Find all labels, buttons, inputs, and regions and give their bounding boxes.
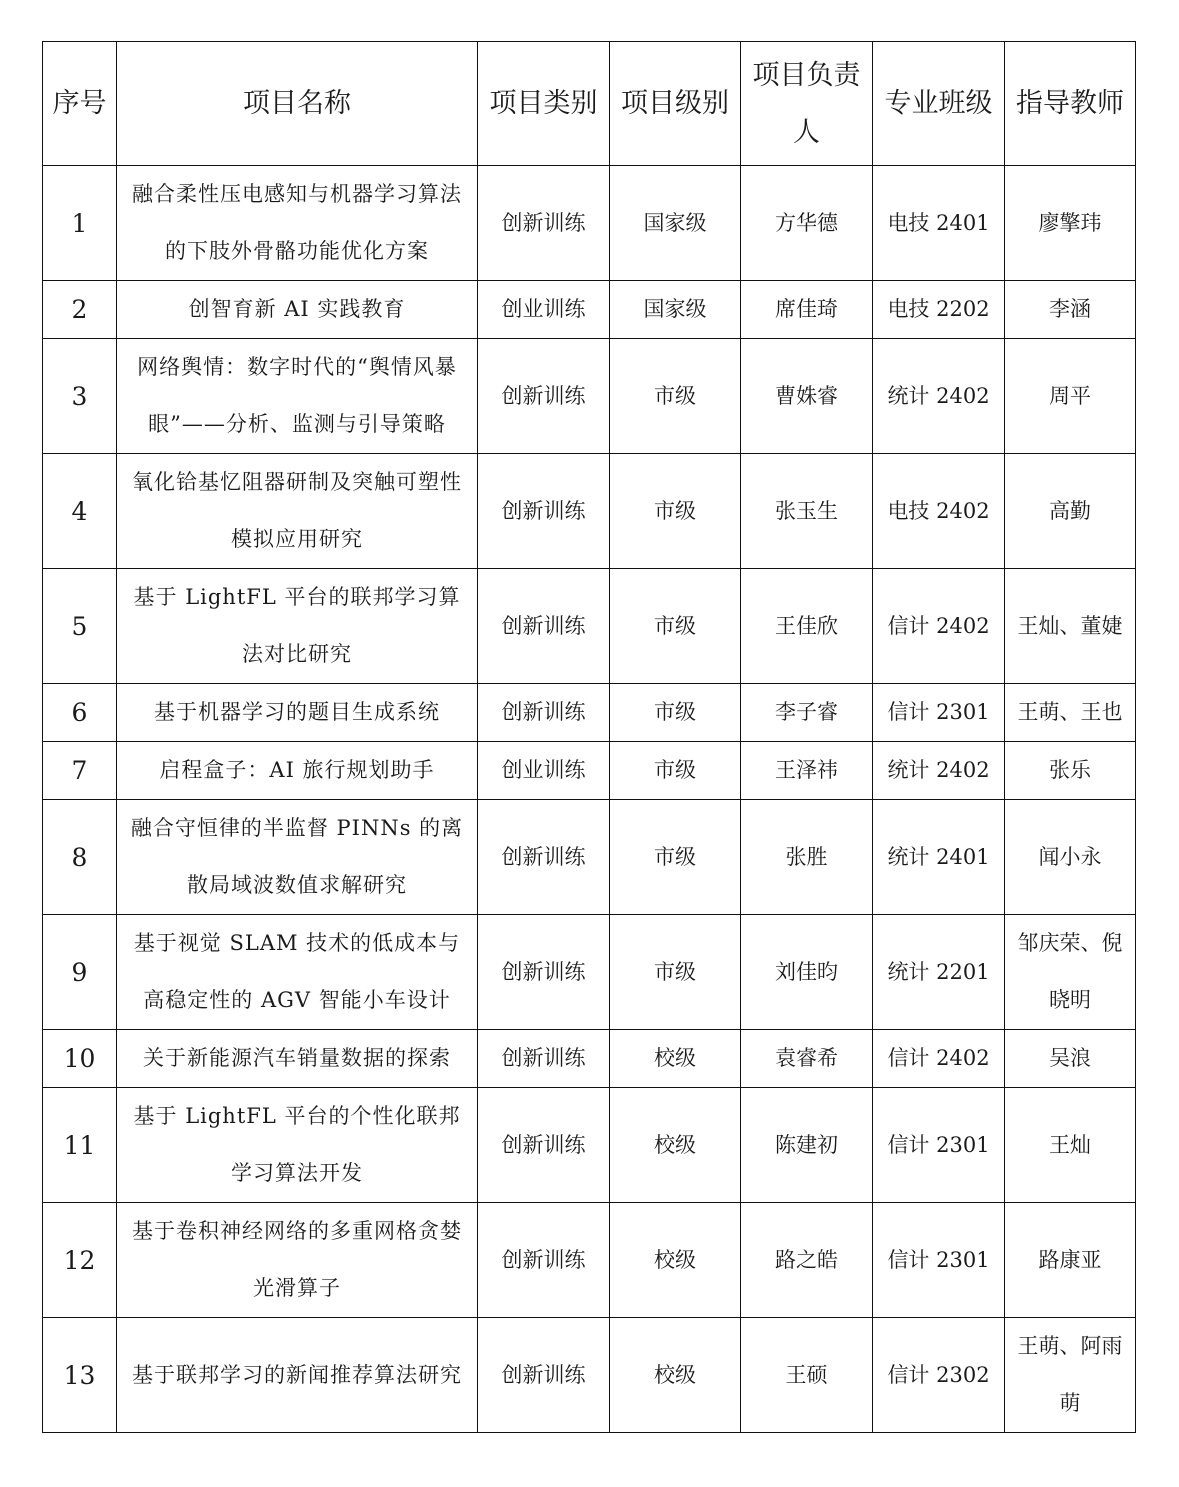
- cell-advisor: 李涵: [1005, 281, 1136, 339]
- cell-category: 创新训练: [478, 1088, 610, 1203]
- table-row: [43, 1088, 1136, 1203]
- header-level-label: 项目级别: [621, 88, 729, 119]
- table-row: [43, 1203, 1136, 1318]
- cell-leader: 王硕: [741, 1318, 873, 1433]
- cell-leader: 路之皓: [741, 1203, 873, 1318]
- cell-seq: 8: [43, 800, 117, 915]
- cell-category: 创新训练: [478, 454, 610, 569]
- cell-level: 校级: [610, 1088, 741, 1203]
- project-table: [42, 41, 1136, 1433]
- cell-name: 基于 LightFL 平台的联邦学习算法对比研究: [117, 569, 478, 684]
- cell-category: 创新训练: [478, 339, 610, 454]
- cell-leader: 张玉生: [741, 454, 873, 569]
- header-row: [43, 42, 1136, 166]
- header-seq: [43, 42, 117, 166]
- header-name-label: 项目名称: [243, 88, 351, 119]
- cell-seq: 6: [43, 684, 117, 742]
- cell-advisor: 闻小永: [1005, 800, 1136, 915]
- header-level: [610, 42, 741, 166]
- table-row: [43, 684, 1136, 742]
- table-row: [43, 1318, 1136, 1433]
- cell-level: 市级: [610, 339, 741, 454]
- cell-leader: 王泽祎: [741, 742, 873, 800]
- cell-class: 信计 2402: [873, 569, 1005, 684]
- cell-name: 基于视觉 SLAM 技术的低成本与高稳定性的 AGV 智能小车设计: [117, 915, 478, 1030]
- cell-category: 创新训练: [478, 166, 610, 281]
- cell-name: 融合柔性压电感知与机器学习算法的下肢外骨骼功能优化方案: [117, 166, 478, 281]
- table-row: [43, 454, 1136, 569]
- cell-leader: 王佳欣: [741, 569, 873, 684]
- cell-leader: 方华德: [741, 166, 873, 281]
- cell-leader: 袁睿希: [741, 1030, 873, 1088]
- cell-name: 基于机器学习的题目生成系统: [117, 684, 478, 742]
- header-leader: [741, 42, 873, 166]
- header-advisor-label: 指导教师: [1016, 88, 1124, 119]
- cell-seq: 9: [43, 915, 117, 1030]
- cell-level: 校级: [610, 1318, 741, 1433]
- cell-advisor: 王萌、阿雨萌: [1005, 1318, 1136, 1433]
- header-category-label: 项目类别: [489, 88, 598, 119]
- cell-name: 关于新能源汽车销量数据的探索: [117, 1030, 478, 1088]
- cell-name: 基于联邦学习的新闻推荐算法研究: [117, 1318, 478, 1433]
- cell-class: 信计 2302: [873, 1318, 1005, 1433]
- cell-class: 电技 2202: [873, 281, 1005, 339]
- cell-seq: 3: [43, 339, 117, 454]
- cell-advisor: 王萌、王也: [1005, 684, 1136, 742]
- cell-class: 信计 2301: [873, 1203, 1005, 1318]
- cell-class: 电技 2402: [873, 454, 1005, 569]
- cell-class: 信计 2402: [873, 1030, 1005, 1088]
- cell-leader: 曹姝睿: [741, 339, 873, 454]
- cell-name: 创智育新 AI 实践教育: [117, 281, 478, 339]
- cell-level: 市级: [610, 684, 741, 742]
- cell-advisor: 吴浪: [1005, 1030, 1136, 1088]
- cell-leader: 刘佳昀: [741, 915, 873, 1030]
- cell-advisor: 王灿: [1005, 1088, 1136, 1203]
- cell-seq: 10: [43, 1030, 117, 1088]
- header-leader-label: 项目负责人: [752, 59, 861, 148]
- cell-advisor: 王灿、董婕: [1005, 569, 1136, 684]
- cell-seq: 4: [43, 454, 117, 569]
- cell-category: 创新训练: [478, 915, 610, 1030]
- header-class: [873, 42, 1005, 166]
- cell-category: 创新训练: [478, 1203, 610, 1318]
- cell-advisor: 廖擎玮: [1005, 166, 1136, 281]
- table-row: [43, 1030, 1136, 1088]
- cell-seq: 5: [43, 569, 117, 684]
- cell-advisor: 邹庆荣、倪晓明: [1005, 915, 1136, 1030]
- header-category: [478, 42, 610, 166]
- cell-category: 创新训练: [478, 1318, 610, 1433]
- cell-level: 市级: [610, 742, 741, 800]
- cell-category: 创新训练: [478, 800, 610, 915]
- cell-level: 市级: [610, 915, 741, 1030]
- cell-category: 创业训练: [478, 281, 610, 339]
- table-row: [43, 339, 1136, 454]
- cell-category: 创业训练: [478, 742, 610, 800]
- cell-seq: 12: [43, 1203, 117, 1318]
- header-advisor: [1005, 42, 1136, 166]
- cell-advisor: 路康亚: [1005, 1203, 1136, 1318]
- cell-leader: 席佳琦: [741, 281, 873, 339]
- cell-level: 市级: [610, 569, 741, 684]
- cell-category: 创新训练: [478, 569, 610, 684]
- cell-class: 统计 2201: [873, 915, 1005, 1030]
- table-row: [43, 800, 1136, 915]
- cell-level: 市级: [610, 454, 741, 569]
- table-row: [43, 742, 1136, 800]
- cell-category: 创新训练: [478, 684, 610, 742]
- cell-class: 电技 2401: [873, 166, 1005, 281]
- header-seq-label: 序号: [52, 88, 107, 119]
- cell-advisor: 张乐: [1005, 742, 1136, 800]
- cell-name: 基于 LightFL 平台的个性化联邦学习算法开发: [117, 1088, 478, 1203]
- header-name: [117, 42, 478, 166]
- cell-class: 信计 2301: [873, 684, 1005, 742]
- table-row: [43, 281, 1136, 339]
- cell-name: 网络舆情：数字时代的“舆情风暴眼”——分析、监测与引导策略: [117, 339, 478, 454]
- header-class-label: 专业班级: [884, 88, 993, 119]
- cell-leader: 陈建初: [741, 1088, 873, 1203]
- cell-level: 校级: [610, 1203, 741, 1318]
- cell-level: 国家级: [610, 166, 741, 281]
- cell-name: 氧化铪基忆阻器研制及突触可塑性模拟应用研究: [117, 454, 478, 569]
- cell-class: 统计 2402: [873, 339, 1005, 454]
- cell-class: 统计 2401: [873, 800, 1005, 915]
- cell-advisor: 高勤: [1005, 454, 1136, 569]
- cell-level: 国家级: [610, 281, 741, 339]
- cell-seq: 11: [43, 1088, 117, 1203]
- cell-leader: 张胜: [741, 800, 873, 915]
- cell-level: 市级: [610, 800, 741, 915]
- table-header: [43, 42, 1136, 166]
- table-row: [43, 569, 1136, 684]
- cell-name: 启程盒子：AI 旅行规划助手: [117, 742, 478, 800]
- cell-class: 信计 2301: [873, 1088, 1005, 1203]
- cell-leader: 李子睿: [741, 684, 873, 742]
- table-body: [43, 166, 1136, 1433]
- cell-advisor: 周平: [1005, 339, 1136, 454]
- table-row: [43, 915, 1136, 1030]
- cell-name: 融合守恒律的半监督 PINNs 的离散局域波数值求解研究: [117, 800, 478, 915]
- cell-level: 校级: [610, 1030, 741, 1088]
- cell-class: 统计 2402: [873, 742, 1005, 800]
- cell-name: 基于卷积神经网络的多重网格贪婪光滑算子: [117, 1203, 478, 1318]
- cell-seq: 13: [43, 1318, 117, 1433]
- cell-seq: 7: [43, 742, 117, 800]
- cell-category: 创新训练: [478, 1030, 610, 1088]
- cell-seq: 1: [43, 166, 117, 281]
- cell-seq: 2: [43, 281, 117, 339]
- table-row: [43, 166, 1136, 281]
